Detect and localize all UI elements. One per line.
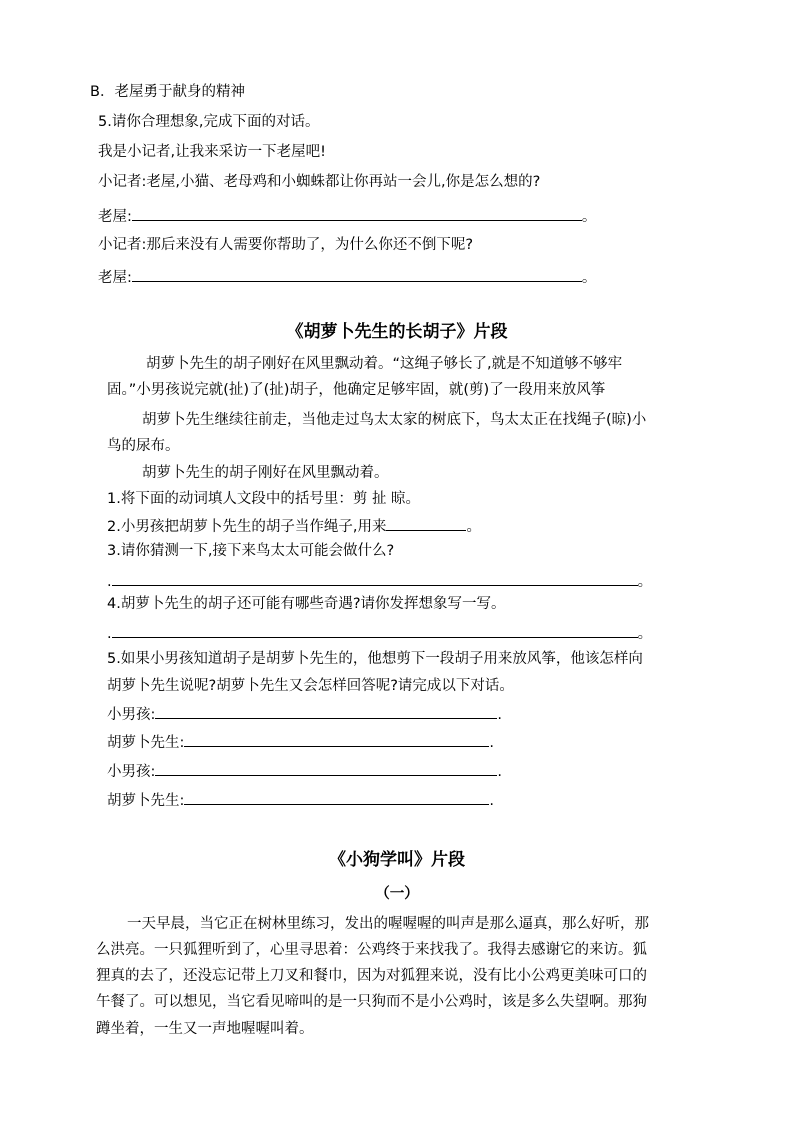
- reporter-intro: 我是小记者,让我来采访一下老屋吧!: [98, 144, 326, 160]
- house-label: 老屋:: [98, 209, 132, 225]
- section-title-carrot: 《胡萝卜先生的长胡子》片段: [286, 322, 508, 342]
- dialog-boy-1: [107, 703, 502, 725]
- answer-line-3: [107, 570, 652, 592]
- boy-label: 小男孩:: [107, 764, 156, 780]
- period: 。: [637, 574, 653, 590]
- dot: .: [497, 707, 502, 723]
- answer-blank[interactable]: [386, 515, 466, 531]
- section-subtitle: （一）: [375, 886, 419, 902]
- question-5-line: 胡萝卜先生说呢?胡萝卜先生又会怎样回答呢?请完成以下对话。: [107, 678, 514, 694]
- question-5-line: 5.如果小男孩知道胡子是胡萝卜先生的，他想剪下一段胡子用来放风筝，他该怎样向: [107, 651, 643, 667]
- section-title-puppy: 《小狗学叫》片段: [329, 850, 465, 870]
- period: 。: [581, 209, 597, 225]
- story-line: 午餐了。可以想见，当它看见啼叫的是一只狗而不是小公鸡时，该是多么失望啊。那狗: [96, 994, 647, 1010]
- option-b: B．老屋勇于献身的精神: [90, 84, 245, 100]
- story-line: 狸真的去了，还没忘记带上刀叉和餐巾，因为对狐狸来说，没有比小公鸡更美味可口的: [96, 968, 647, 984]
- passage-line: 鸟的尿布。: [107, 438, 180, 454]
- question-2: [107, 515, 481, 537]
- answer-blank[interactable]: [112, 570, 638, 586]
- reporter-question-2: 小记者:那后来没有人需要你帮助了，为什么你还不倒下呢?: [98, 237, 474, 253]
- passage-line: 固。”小男孩说完就(扯)了(扯)胡子，他确定足够牢固，就(剪)了一段用来放风筝: [107, 382, 606, 398]
- carrot-label: 胡萝卜先生:: [107, 735, 185, 751]
- answer-blank[interactable]: [112, 622, 638, 638]
- dot: .: [107, 574, 112, 590]
- story-line: 蹲坐着，一生又一声地喔喔叫着。: [96, 1021, 314, 1037]
- passage-line: 胡萝卜先生继续往前走，当他走过鸟太太家的树底下，鸟太太正在找绳子(晾)小: [142, 412, 647, 428]
- answer-blank[interactable]: [184, 731, 489, 747]
- reporter-question-1: 小记者:老屋,小猫、老母鸡和小蜘蛛都让你再站一会儿,你是怎么想的?: [98, 174, 541, 190]
- answer-line-4: [107, 622, 652, 644]
- dot: .: [489, 735, 494, 751]
- period: 。: [581, 270, 597, 286]
- period: 。: [637, 626, 653, 642]
- answer-blank[interactable]: [184, 789, 489, 805]
- dialog-carrot-2: [107, 789, 494, 811]
- story-line: 么洪亮。一只狐狸听到了，心里寻思着：公鸡终于来找我了。我得去感谢它的来访。狐: [96, 942, 647, 958]
- question-2-text: 2.小男孩把胡萝卜先生的胡子当作绳子,用来: [107, 519, 387, 535]
- carrot-label: 胡萝卜先生:: [107, 793, 185, 809]
- passage-line: 胡萝卜先生的胡子刚好在风里飘动着。: [142, 465, 389, 481]
- boy-label: 小男孩:: [107, 707, 156, 723]
- dialog-carrot-1: [107, 731, 494, 753]
- passage-line: 胡萝卜先生的胡子刚好在风里飘动着。“这绳子够长了,就是不知道够不够牢: [146, 356, 623, 372]
- period: 。: [466, 519, 481, 535]
- dot: .: [489, 793, 494, 809]
- answer-blank[interactable]: [155, 703, 497, 719]
- answer-blank[interactable]: [155, 760, 497, 776]
- house-answer-2: [98, 266, 596, 288]
- question-3: 3.请你猜测一下,接下来鸟太太可能会做什么?: [107, 543, 395, 559]
- house-label: 老屋:: [98, 270, 132, 286]
- answer-blank-2[interactable]: [132, 266, 582, 282]
- story-line: 一天早晨，当它正在树林里练习，发出的喔喔喔的叫声是那么逼真，那么好听，那: [127, 916, 649, 932]
- dot: .: [497, 764, 502, 780]
- question-5: 5.请你合理想象,完成下面的对话。: [98, 114, 320, 130]
- question-1: 1.将下面的动词填人文段中的括号里：剪 扯 晾。: [107, 491, 421, 507]
- question-4: 4.胡萝卜先生的胡子还可能有哪些奇遇?请你发挥想象写一写。: [107, 596, 506, 612]
- answer-blank-1[interactable]: [132, 205, 582, 221]
- dialog-boy-2: [107, 760, 502, 782]
- dot: .: [107, 626, 112, 642]
- house-answer-1: [98, 205, 596, 227]
